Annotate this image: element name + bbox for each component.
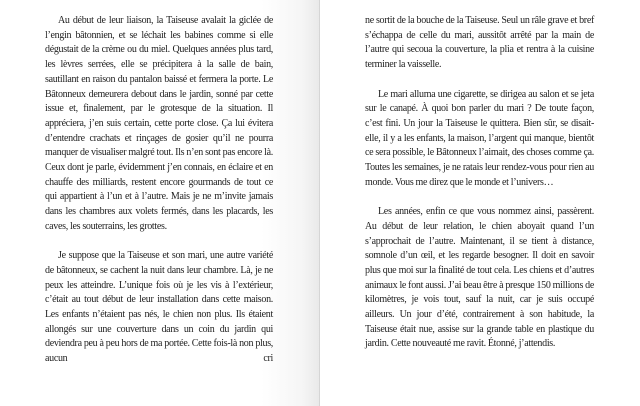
paragraph: Le mari alluma une cigarette, se dirigea au salon et se jeta sur le canapé. À quoi bon parler du mari ? De toute façon, c’est fini. Un jour la Taiseuse le quittera. Bien sûr, se disait-elle, il y a les enfants, la maison, l’argent qui manque, bientôt ce sera possible, le Bâtonneux l’aimait, des choses comme ça. Toutes les semaines, je ne ratais leur rendez-vous pour rien au monde. Vous me direz que le monde et l’univers…	[365, 88, 594, 188]
paragraph: Je suppose que la Taiseuse et son mari, une autre variété de bâtonneux, se cachent la nuit dans leur chambre. Là, je ne peux les atteindre. L’unique fois où je les vis à l’extérieur, c’était au tout début de leur installation dans cette maison. Les enfants n’étaient pas nés, le chien non plus. Ils étaient allongés sur une couverture dans un coin du jardin qui deviendra peu à peu hors de ma portée. Cette fois-là non plus, aucun cri	[45, 250, 273, 365]
page-right	[320, 0, 640, 406]
paragraph: ne sortit de la bouche de la Taiseuse. Seul un râle grave et bref s’échappa de celle du mari, aussitôt arrêté par la main de l’autre qui secoua la couverture, la plia et rentra à la cuisine terminer la vaisselle.	[365, 15, 594, 71]
paragraph: Les années, enfin ce que vous nommez ainsi, passèrent. Au début de leur relation, le chien aboyait quand l’un s’approchait de l’autre. Maintenant, il se tient à distance, somnole d’un œil, et les regarde besogner. Il doit en savoir plus que moi sur la finalité de tout cela. Les chiens et d’autres animaux le font aussi. J’ai beau être à presque 150 millions de kilomètres, je vois tout, sauf la nuit, car je suis occupé ailleurs. Un jour d’été, contrairement à son habitude, la Taiseuse était nue, assise sur la grande table en plastique du jardin. Cette nouveauté me ravit. Étonné, j’attendis.	[365, 206, 594, 350]
paragraph: Au début de leur liaison, la Taiseuse avalait la giclée de l’engin bâtonnien, et se léchait les babines comme si elle dégustait de la crème ou du miel. Quelques années plus tard, les lèvres serrées, elle se précipitera à la salle de bain, sautillant en raison du pantalon baissé et fermera la porte. Le Bâtonneux demeurera debout dans le jardin, sonné par cette issue et, finalement, par le grotesque de la situation. Il appréciera, j’en suis certain, cette porte close. Ça lui évitera d’entendre crachats et rinçages de gosier qu’il ne pourra manquer de visualiser malgré tout. Ils n’en sont pas encore là. Ceux dont je parle, évidemment j’en connais, en éclaire et en chauffe des milliards, restent encore gourmands de tout ce qui appartient à l’un et à l’autre. Mais je ne m’invite jamais dans les chambres aux volets fermés, dans les placards, les caves, les souterrains, les grottes.	[45, 15, 273, 232]
